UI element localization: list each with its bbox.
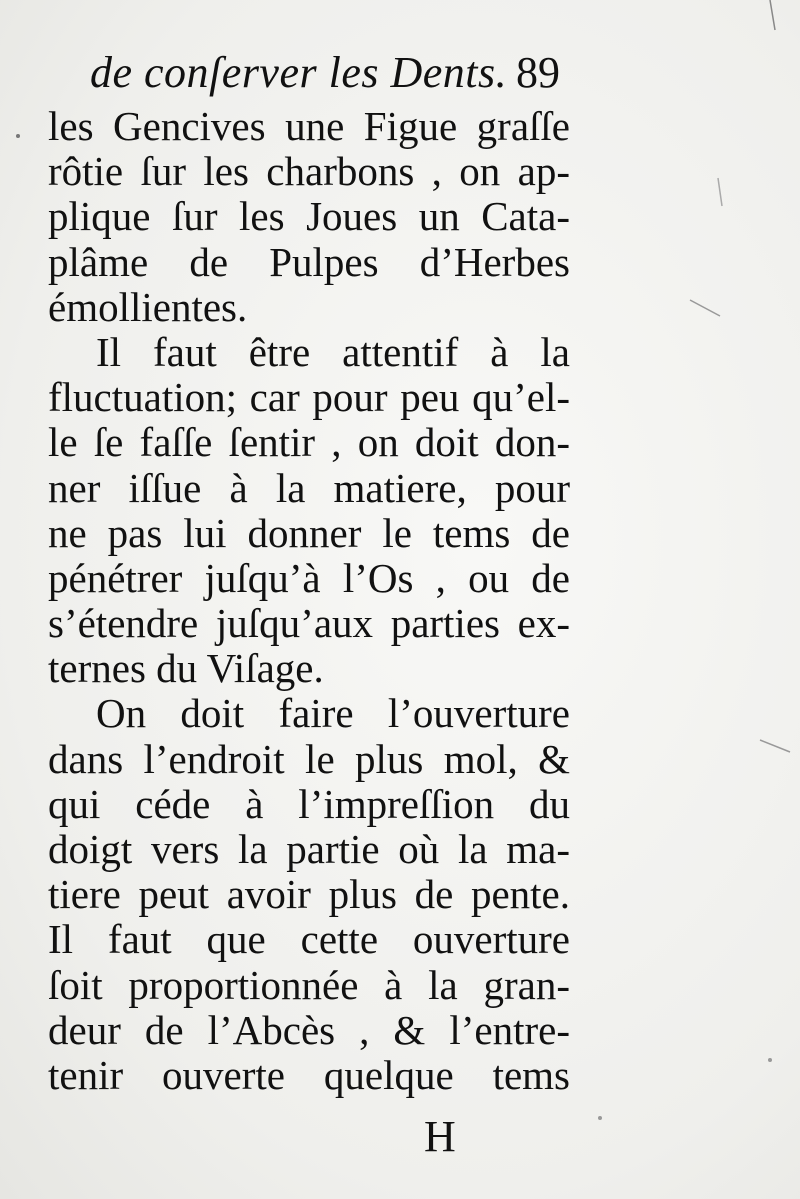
text-line-content: tenir ouverte quelque tems	[48, 1051, 570, 1098]
running-head: de conſerver les Dents.	[90, 48, 508, 97]
page-number: 89	[516, 48, 560, 97]
text-line-content: tiere peut avoir plus de pente.	[48, 871, 570, 918]
speck	[598, 1116, 602, 1120]
text-line-content: Il faut que cette ouverture	[48, 916, 570, 963]
speck	[760, 740, 790, 752]
text-line-content: plique ſur les Joues un Cata-	[48, 193, 570, 240]
text-line-content: qui céde à l’impreſſion du	[48, 780, 570, 827]
text-line-content: ternes du Viſage.	[48, 645, 324, 692]
text-line-content: rôtie ſur les charbons , on ap-	[48, 148, 570, 195]
text-line-content: plâme de Pulpes d’Herbes	[48, 238, 570, 285]
speck	[690, 300, 720, 316]
text-line-content: s’étendre juſqu’aux parties ex-	[48, 600, 570, 647]
text-line-content: ſoit proportionnée à la gran-	[48, 961, 570, 1008]
text-line-content: ne pas lui donner le tems de	[48, 509, 570, 556]
text-line-content: fluctuation; car pour peu qu’el-	[48, 374, 570, 421]
text-line-content: les Gencives une Figue graſſe	[48, 103, 570, 149]
text-line-content: Il faut être attentif à la	[96, 328, 570, 375]
signature-mark: H	[424, 1112, 456, 1161]
speck	[16, 134, 20, 138]
text-line-content: le ſe faſſe ſentir , on doit don-	[48, 419, 570, 466]
text-line-content: pénétrer juſqu’à l’Os , ou de	[48, 554, 570, 601]
speck	[718, 178, 722, 206]
text-line-content: deur de l’Abcès , & l’entre-	[48, 1006, 570, 1053]
text-line-content: émollientes.	[48, 283, 248, 330]
speck	[768, 1058, 772, 1062]
speck	[770, 0, 775, 30]
text-line-content: doigt vers la partie où la ma-	[48, 826, 570, 872]
text-line-content: On doit faire l’ouverture	[96, 690, 570, 737]
text-line-content: dans l’endroit le plus mol, &	[48, 735, 570, 782]
text-line-content: ner iſſue à la matiere, pour	[48, 464, 570, 511]
